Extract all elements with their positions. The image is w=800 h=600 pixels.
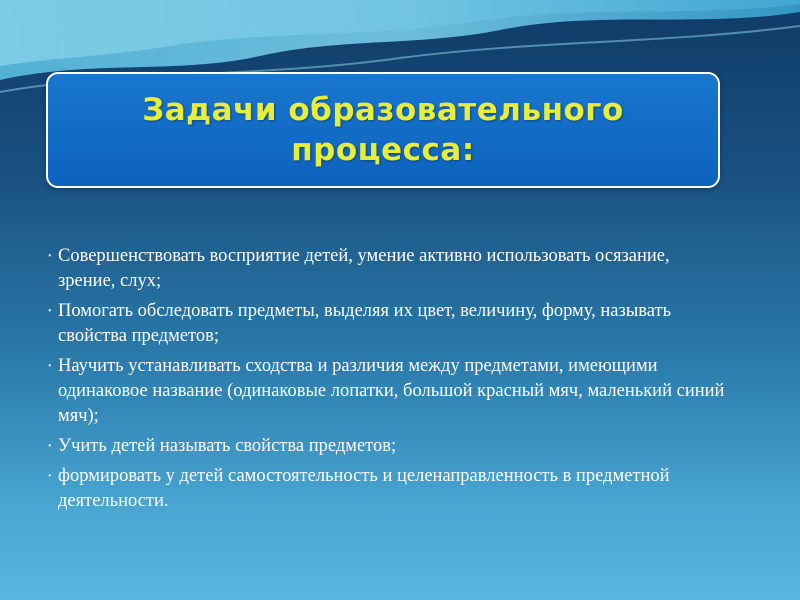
bullet-item: • формировать у детей самостоятельность и целенаправленность в предметной деятельности. — [48, 464, 728, 514]
bullet-item: • Совершенствовать восприятие детей, умение активно использовать осязание, зрение, слух; — [48, 244, 728, 294]
title-box — [46, 72, 720, 188]
bullet-item: • Помогать обследовать предметы, выделяя их цвет, величину, форму, называть свойства предметов; — [48, 299, 728, 349]
bullet-item: • Учить детей называть свойства предметов; — [48, 434, 728, 459]
slide-title: Задачи образовательного процесса: — [142, 92, 624, 168]
bullet-list — [48, 244, 728, 519]
bullet-item: • Научить устанавливать сходства и различия между предметами, имеющими одинаковое название (одинаковые лопатки, большой красный мяч, маленький синий мяч); — [48, 354, 728, 429]
